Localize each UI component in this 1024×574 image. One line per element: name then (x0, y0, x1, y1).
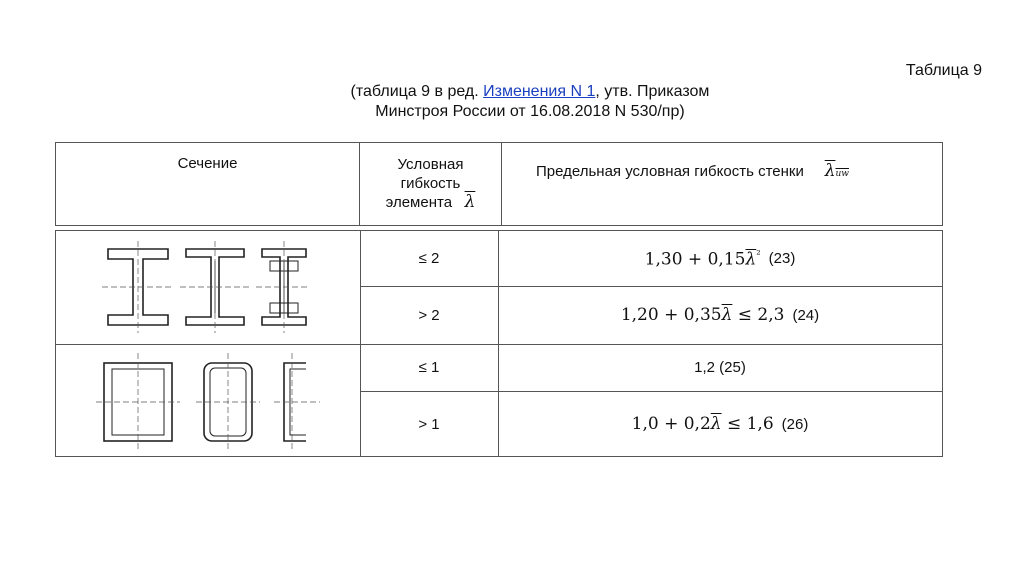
formula-number-26: (26) (781, 415, 809, 433)
condition-row2: > 2 (418, 306, 440, 324)
caption-text-after: , утв. Приказом (595, 83, 710, 100)
condition-row1: ≤ 2 (418, 250, 440, 267)
condition-row4: > 1 (418, 415, 440, 433)
header-slenderness-line3: элемента $\overline{\lambda}$ (385, 192, 476, 212)
box-section-drawings (96, 353, 320, 449)
i-section-drawings (102, 241, 310, 333)
table-header (55, 142, 943, 226)
header-limit-text: Предельная условная гибкость стенки (536, 163, 804, 180)
caption-text: (таблица 9 в ред. (350, 83, 484, 100)
header-slenderness-line2: гибкость (400, 175, 461, 192)
formula-row3: 1,2 (25) (694, 359, 746, 376)
table-caption (250, 82, 810, 122)
caption-line2: Минстроя России от 16.08.2018 N 530/пр) (375, 103, 685, 120)
formula-row1: $1,30 + 0,15\overline{\lambda}^{^2}$ (23) (644, 247, 796, 270)
header-section: Сечение (56, 143, 360, 225)
lambda-symbol: $\overline{\lambda}$ (464, 192, 476, 212)
table-body (55, 230, 943, 457)
condition-row3: ≤ 1 (418, 359, 440, 376)
formula-row4: $1,0 + 0,2\overline{\lambda} \le 1,6$ (26) (631, 414, 809, 434)
formula-number-24: (24) (792, 306, 820, 324)
header-slenderness (360, 143, 502, 225)
formula-number-23: (23) (768, 250, 796, 267)
header-limit (502, 143, 942, 225)
lambda-uw-symbol: λuw (824, 161, 849, 181)
amendment-link[interactable]: Изменения N 1 (483, 83, 596, 100)
formula-row2: $1,20 + 0,35\overline{\lambda} \le 2,3$ (24) (620, 305, 820, 325)
table-label: Таблица 9 (905, 62, 982, 79)
header-slenderness-line1: Условная (397, 156, 464, 173)
